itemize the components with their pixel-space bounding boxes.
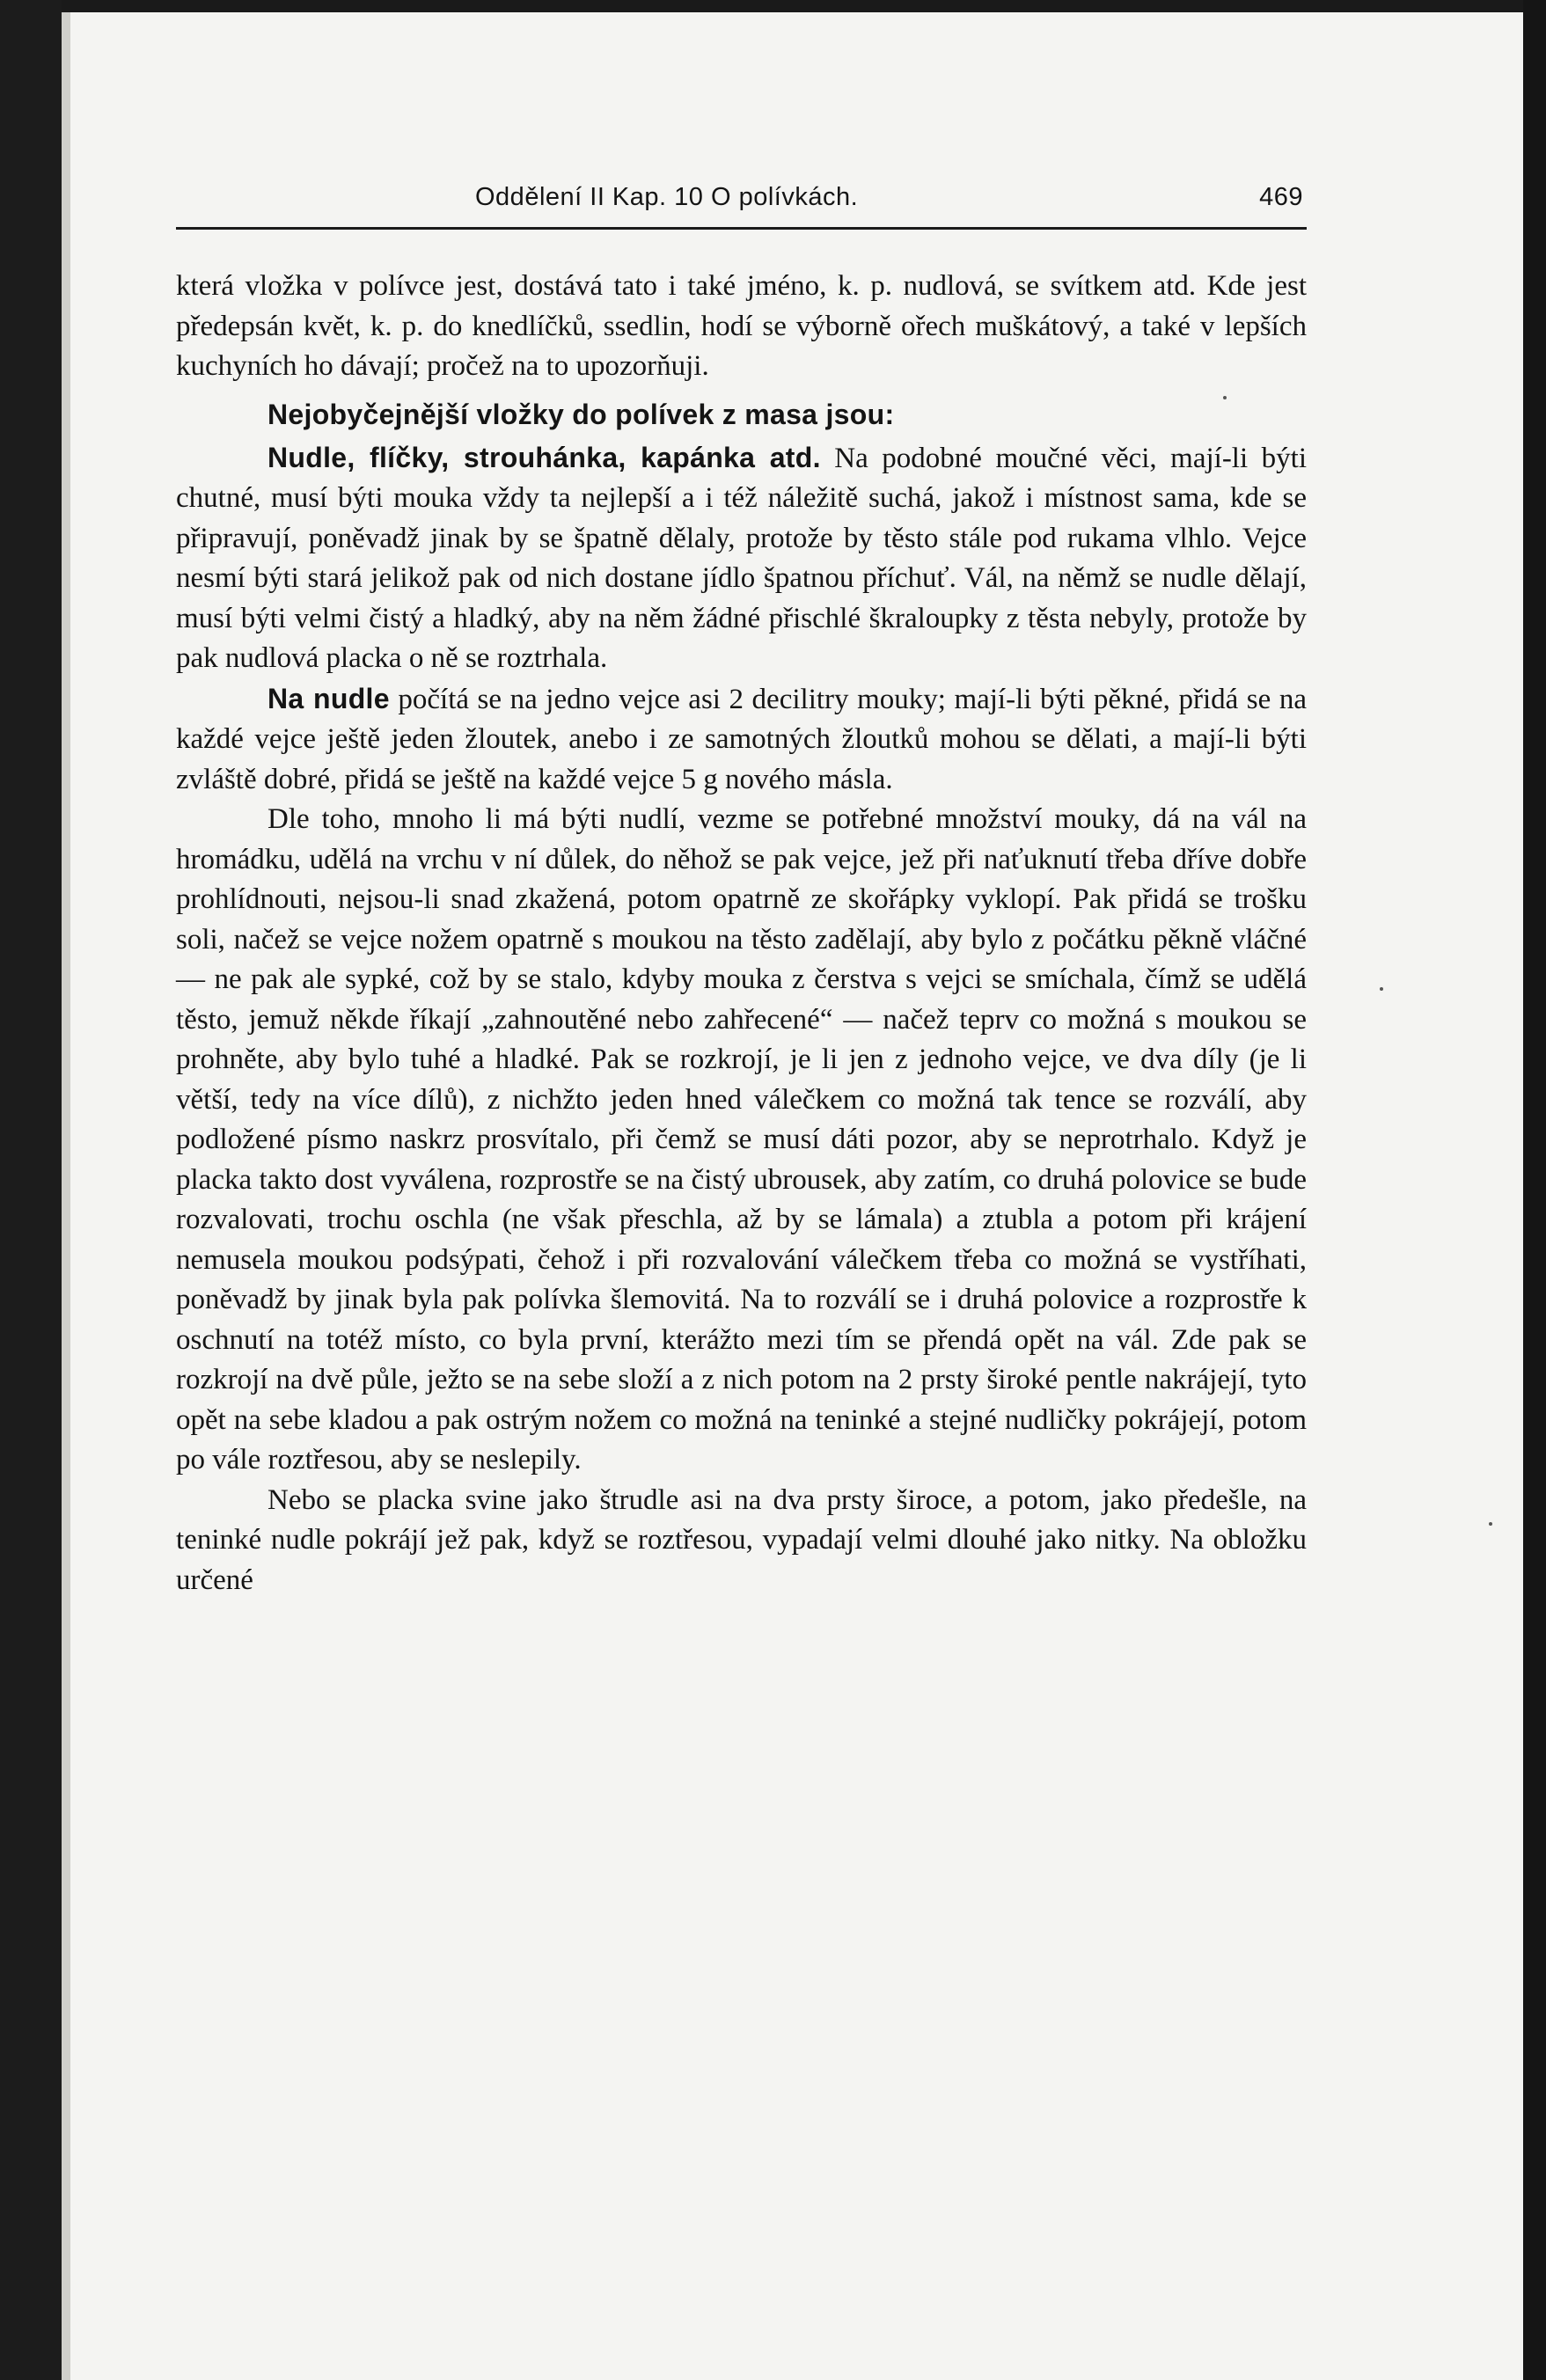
- running-head: [176, 176, 1307, 222]
- speck-mark: [1489, 1522, 1492, 1526]
- scan-border-top: [0, 0, 1546, 12]
- paragraph-text: počítá se na jedno vejce asi 2 decilitry mouky; mají-li býti pěkné, přidá se na každé vejce ještě jeden žloutek, anebo i ze samotných žloutků mohou se dělati, a mají-li býti zvláště dobré, přidá se ještě na každé vejce 5 g nového másla.: [176, 683, 1307, 795]
- page-body: [176, 267, 1307, 1600]
- page-edge: [62, 12, 70, 2380]
- paragraph-rolled-variant: Nebo se placka svine jako štrudle asi na dva prsty široce, a potom, jako předešle, na teninké nudle pokrájí jež pak, když se roztřesou, vypadají velmi dlouhé jako nitky. Na obložku určené: [176, 1483, 1307, 1596]
- paragraph-noodle-recipe: [176, 679, 1307, 801]
- paragraph-noodle-types: [176, 438, 1307, 679]
- running-head-title: Oddělení II Kap. 10 O polívkách.: [475, 183, 859, 211]
- scan-border-left: [0, 0, 62, 2380]
- paragraph-dough-method: Dle toho, mnoho li má býti nudlí, vezme se potřebné množství mouky, dá na vál na hromádku, udělá na vrchu v ní důlek, do něhož se pak vejce, jež při naťuknutí třeba dříve dobře prohlídnouti, nejsou-li snad zkažená, potom opatrně ze skořápky vyklopí. Pak přidá se trošku soli, načež se vejce nožem opatrně s moukou na těsto zadělají, aby bylo z počátku pěkně vláčné — ne pak ale sypké, což by se stalo, kdyby mouka z čerstva s vejci se smíchala, čímž se udělá těsto, jemuž někde říkají „zahnoutěné nebo zahřecené“ — načež teprv co možná s moukou se prohněte, aby bylo tuhé a hladké. Pak se rozkrojí, je li jen z jednoho vejce, ve dva díly (je li větší, tedy na více dílů), z nichžto jeden hned válečkem co možná tak tence se rozválí, aby podložené písmo naskrz prosvítalo, při čemž se musí dáti pozor, aby se neprotrhalo. Když je placka takto dost vyválena, rozprostře se na čistý ubrousek, aby zatím, co druhá polovice se bude rozvalovati, trochu oschla (ne však přeschla, až by se lámala) a ztubla a potom při krájení nemusela moukou podsýpati, čehož i při rozvalování válečkem třeba co možná se vystříhati, poněvadž by jinak byla pak polívka šlemovitá. Na to rozválí se i druhá polovice a rozprostře k oschnutí na totéž místo, co byla první, kterážto mezi tím se přendá opět na vál. Zde pak se rozkrojí na dvě půle, ježto se na sebe složí a z nich potom na 2 prsty široké pentle nakrájejí, tyto opět na sebe kladou a pak ostrým nožem co možná na teninké a stejné nudličky pokrájejí, potom po vále roztřesou, aby se neslepily.: [176, 803, 1307, 1476]
- book-page: [176, 176, 1307, 1600]
- paragraph-continuation: která vložka v polívce jest, dostává tato i také jméno, k. p. nudlová, se svítkem atd. Kde jest předepsán květ, k. p. do knedlíčků, ssedlin, hodí se výborně ořech muškátový, a také v lepších kuchyních ho dávají; pročež na to upozorňuji.: [176, 270, 1307, 382]
- paragraph-text: Na podobné moučné věci, mají-li býti chutné, musí býti mouka vždy ta nejlepší a i též náležitě suchá, jakož i místnost sama, kde se připravují, poněvadž jinak by se špatně dělaly, protože by těsto stále pod rukama vlhlo. Vejce nesmí býti stará jelikož pak od nich dostane jídlo špatnou příchuť. Vál, na němž se nudle dělají, musí býti velmi čistý a hladký, aby na něm žádné přischlé škraloupky z těsta nebyly, protože by pak nudlová placka o ně se roztrhala.: [176, 442, 1307, 674]
- page-number: 469: [1259, 183, 1303, 211]
- paragraph-lead-bold: Nudle, flíčky, strouhánka, kapánka atd.: [267, 441, 821, 473]
- scan-border-right: [1523, 0, 1546, 2380]
- speck-mark: [1380, 987, 1383, 991]
- paragraph-lead-bold: Na nudle: [267, 682, 390, 714]
- section-heading: Nejobyčejnější vložky do polívek z masa jsou:: [267, 398, 895, 430]
- header-rule: [176, 227, 1307, 230]
